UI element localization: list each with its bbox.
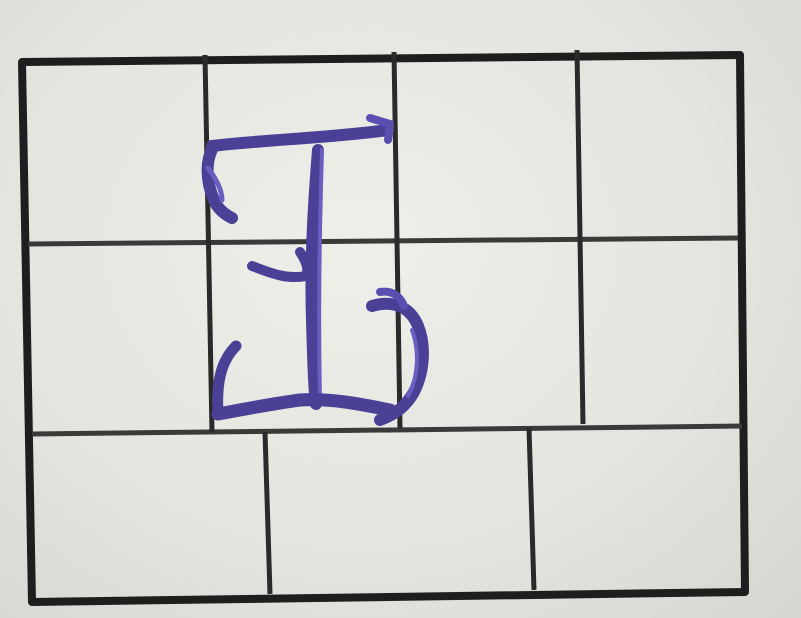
- grid-col-divider-bottom-1: [265, 432, 270, 594]
- grid-row-divider-2: [32, 426, 742, 434]
- letter-middle-bar: [252, 252, 307, 277]
- letter-bottom-bar: [218, 400, 390, 414]
- grid-outer-frame: [22, 55, 745, 602]
- grid-col-divider-bottom-2: [529, 428, 534, 590]
- grid-col-divider-top-1: [205, 55, 212, 432]
- letter-bottom-left-serif: [218, 346, 236, 414]
- letter-top-bar: [212, 130, 388, 146]
- grid-col-divider-top-2: [394, 52, 400, 428]
- grid-col-divider-top-3: [577, 50, 583, 424]
- handwritten-letter: [208, 118, 423, 420]
- letter-stem: [311, 150, 318, 404]
- letter-top-left-serif: [208, 146, 232, 218]
- grid-row-divider-1: [28, 238, 738, 244]
